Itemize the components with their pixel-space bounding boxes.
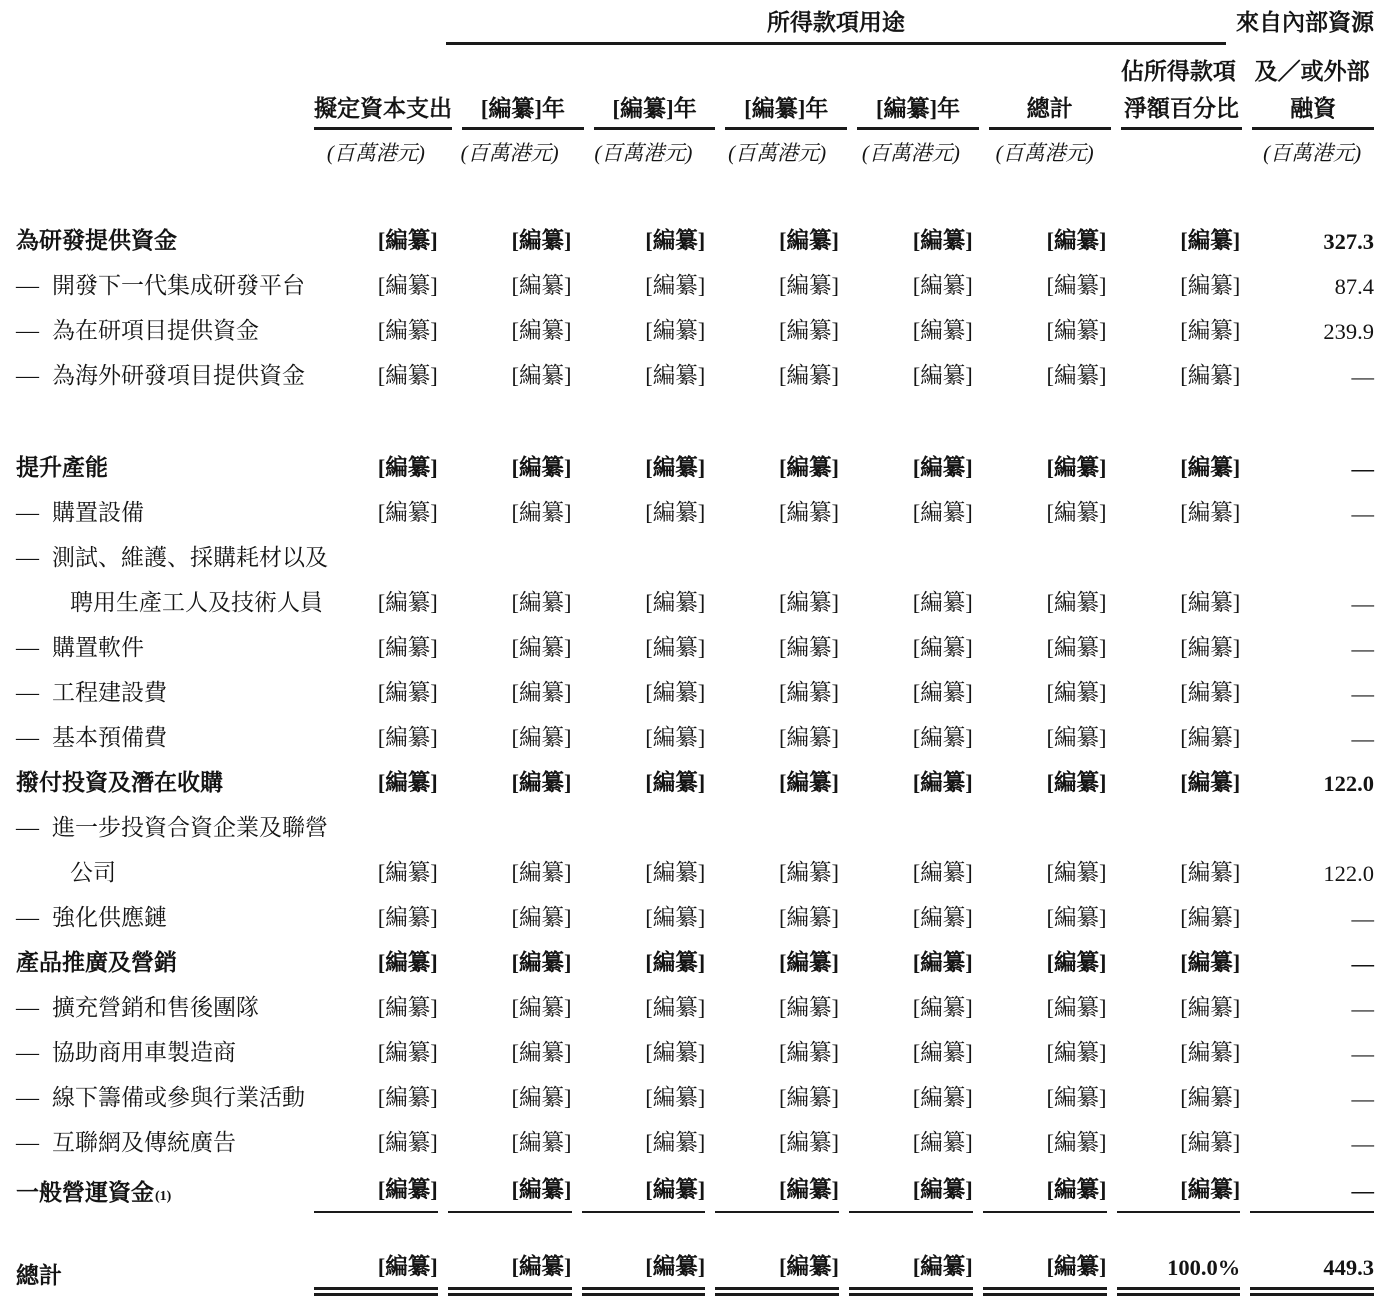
value-cell: 239.9 [1323, 319, 1374, 344]
row-label: 撥付投資及潛在收購 [16, 770, 223, 795]
redacted-cell: [編纂] [912, 590, 973, 615]
redacted-cell: [編纂] [645, 725, 706, 750]
redacted-cell: [編纂] [912, 363, 973, 388]
header-total: 總計 [989, 90, 1111, 130]
redacted-cell: [編纂] [912, 860, 973, 885]
table-row [16, 893, 1374, 938]
redacted-cell: [編纂] [1180, 860, 1241, 885]
redacted-cell: [編纂] [1180, 950, 1241, 975]
redacted-cell: [編纂] [645, 318, 706, 343]
row-label: — 強化供應鏈 [16, 905, 167, 930]
redacted-cell: [編纂] [377, 1130, 438, 1155]
redacted-cell: [編纂] [1180, 725, 1241, 750]
unit-label: (百萬港元) [460, 141, 559, 165]
redacted-cell: [編纂] [1180, 590, 1241, 615]
value-cell: — [1250, 1178, 1374, 1213]
redacted-cell: [編纂] [377, 363, 438, 388]
redacted-cell: [編纂] [511, 500, 572, 525]
redacted-cell: [編纂] [849, 1172, 973, 1213]
value-cell: 87.4 [1334, 274, 1374, 299]
row-label: — 測試、維護、採購耗材以及 [16, 545, 328, 570]
dash-prefix: — [16, 995, 39, 1020]
redacted-cell: [編纂] [779, 1085, 839, 1110]
redacted-cell: [編纂] [912, 995, 973, 1020]
redacted-cell: [編纂] [1180, 318, 1241, 343]
redacted-cell: [編纂] [511, 1085, 572, 1110]
redacted-cell: [編纂] [779, 860, 839, 885]
redacted-cell: [編纂] [1180, 500, 1241, 525]
dash-prefix: — [16, 1130, 39, 1155]
redacted-cell: [編纂] [1046, 905, 1107, 930]
redacted-cell: [編纂] [377, 228, 438, 253]
redacted-cell: [編纂] [377, 1085, 438, 1110]
redacted-cell: [編纂] [511, 995, 572, 1020]
redacted-cell: [編纂] [511, 635, 572, 660]
row-label: 產品推廣及營銷 [16, 950, 177, 975]
redacted-cell: [編纂] [511, 725, 572, 750]
redacted-cell: [編纂] [1046, 635, 1107, 660]
redacted-cell: [編纂] [582, 1249, 706, 1296]
redacted-cell: [編纂] [912, 770, 973, 795]
row-label: — 購置軟件 [16, 635, 144, 660]
redacted-cell: [編纂] [1046, 950, 1107, 975]
table-row [16, 983, 1374, 1028]
table-row [16, 803, 1374, 848]
redacted-cell: [編纂] [715, 1249, 839, 1296]
redacted-cell: [編纂] [645, 635, 706, 660]
redacted-cell: [編纂] [1180, 635, 1241, 660]
redacted-cell: [編纂] [779, 455, 839, 480]
redacted-cell: [編纂] [1180, 1130, 1241, 1155]
dash-prefix: — [16, 1085, 39, 1110]
unit-label: (百萬港元) [594, 141, 693, 165]
table-row [16, 351, 1374, 396]
redacted-cell: [編纂] [1046, 860, 1107, 885]
span-header-use-of-proceeds: 所得款項用途 [446, 4, 1226, 45]
row-label: 一般營運資金 (1) [16, 1180, 172, 1205]
redacted-cell: [編纂] [511, 1040, 572, 1065]
unit-label: (百萬港元) [1263, 141, 1362, 165]
redacted-cell: [編纂] [912, 273, 973, 298]
redacted-cell: [編纂] [983, 1172, 1107, 1213]
redacted-cell: [編纂] [779, 590, 839, 615]
redacted-cell: [編纂] [511, 680, 572, 705]
row-label: — 擴充營銷和售後團隊 [16, 995, 259, 1020]
redacted-cell: [編纂] [779, 635, 839, 660]
redacted-cell: [編纂] [1180, 680, 1241, 705]
redacted-cell: [編纂] [645, 950, 706, 975]
row-label: — 開發下一代集成研發平台 [16, 273, 305, 298]
redacted-cell: [編纂] [511, 905, 572, 930]
redacted-cell: [編纂] [645, 1040, 706, 1065]
table-row [16, 216, 1374, 261]
redacted-cell: [編纂] [511, 860, 572, 885]
row-label: 提升產能 [16, 455, 108, 480]
dash-prefix: — [16, 725, 39, 750]
redacted-cell: [編纂] [314, 1172, 438, 1213]
value-cell: — [1351, 681, 1374, 706]
redacted-cell: [編纂] [1117, 1172, 1241, 1213]
table-row [16, 261, 1374, 306]
redacted-cell: [編纂] [448, 1172, 572, 1213]
header-year-3: [編纂]年 [725, 90, 847, 130]
value-cell: — [1351, 456, 1374, 481]
value-cell: 327.3 [1323, 229, 1374, 254]
redacted-cell: [編纂] [511, 363, 572, 388]
redacted-cell: [編纂] [377, 635, 438, 660]
redacted-cell: [編纂] [779, 1040, 839, 1065]
redacted-cell: [編纂] [377, 273, 438, 298]
redacted-cell: [編纂] [779, 228, 839, 253]
table-row [16, 533, 1374, 578]
redacted-cell: [編纂] [377, 770, 438, 795]
value-cell: — [1351, 1086, 1374, 1111]
redacted-cell: [編纂] [645, 770, 706, 795]
redacted-cell: [編纂] [779, 995, 839, 1020]
redacted-cell: [編纂] [511, 950, 572, 975]
value-cell: 449.3 [1250, 1255, 1374, 1296]
table-row [16, 1073, 1374, 1118]
table-row [16, 1028, 1374, 1073]
redacted-cell: [編纂] [1046, 318, 1107, 343]
redacted-cell: [編纂] [779, 500, 839, 525]
value-cell: 122.0 [1323, 771, 1374, 796]
dash-prefix: — [16, 318, 39, 343]
redacted-cell: [編纂] [912, 725, 973, 750]
row-label: — 購置設備 [16, 500, 144, 525]
redacted-cell: [編纂] [1046, 680, 1107, 705]
table-row [16, 668, 1374, 713]
header-capex: 擬定資本支出 [314, 90, 452, 130]
table-row [16, 713, 1374, 758]
dash-prefix: — [16, 680, 39, 705]
redacted-cell: [編纂] [511, 590, 572, 615]
redacted-cell: [編纂] [377, 318, 438, 343]
redacted-cell: [編纂] [912, 318, 973, 343]
redacted-cell: [編纂] [645, 1130, 706, 1155]
table-row [16, 938, 1374, 983]
redacted-cell: [編纂] [1180, 1085, 1241, 1110]
redacted-cell: [編纂] [912, 500, 973, 525]
redacted-cell: [編纂] [912, 1085, 973, 1110]
redacted-cell: [編纂] [511, 770, 572, 795]
row-label: — 互聯網及傳統廣告 [16, 1130, 236, 1155]
header-internal-resources-line3: 融資 [1252, 90, 1374, 130]
header-internal-resources-line2: 及／或外部 [1254, 59, 1370, 84]
redacted-cell: [編纂] [1046, 1130, 1107, 1155]
table-row [16, 848, 1374, 893]
redacted-cell: [編纂] [377, 995, 438, 1020]
redacted-cell: [編纂] [849, 1249, 973, 1296]
redacted-cell: [編纂] [1180, 1040, 1241, 1065]
redacted-cell: [編纂] [645, 1085, 706, 1110]
dash-prefix: — [16, 905, 39, 930]
redacted-cell: [編纂] [715, 1172, 839, 1213]
redacted-cell: [編纂] [1046, 770, 1107, 795]
header-pct-line1: 佔所得款項 [1120, 59, 1236, 84]
value-cell: — [1351, 996, 1374, 1021]
redacted-cell: [編纂] [645, 455, 706, 480]
redacted-cell: [編纂] [779, 725, 839, 750]
redacted-cell: [編纂] [912, 680, 973, 705]
value-cell: — [1351, 951, 1374, 976]
row-label: 公司 [70, 860, 116, 885]
value-cell: — [1351, 726, 1374, 751]
table-row [16, 1163, 1374, 1213]
value-cell: — [1351, 1041, 1374, 1066]
redacted-cell: [編纂] [1046, 1040, 1107, 1065]
redacted-cell: [編纂] [645, 363, 706, 388]
redacted-cell: [編纂] [1046, 995, 1107, 1020]
table-row [16, 488, 1374, 533]
redacted-cell: [編纂] [1046, 228, 1107, 253]
redacted-cell: [編纂] [779, 770, 839, 795]
row-label: 聘用生產工人及技術人員 [70, 590, 323, 615]
redacted-cell: [編纂] [377, 1040, 438, 1065]
table-header [16, 4, 1374, 216]
redacted-cell: [編纂] [645, 228, 706, 253]
redacted-cell: [編纂] [1180, 905, 1241, 930]
value-cell: — [1351, 636, 1374, 661]
redacted-cell: [編纂] [1180, 770, 1241, 795]
table-row [16, 1118, 1374, 1163]
row-label: — 線下籌備或參與行業活動 [16, 1085, 305, 1110]
redacted-cell: [編纂] [377, 590, 438, 615]
value-cell: — [1351, 364, 1374, 389]
redacted-cell: [編纂] [377, 860, 438, 885]
redacted-cell: [編纂] [1046, 363, 1107, 388]
redacted-cell: [編纂] [1046, 725, 1107, 750]
redacted-cell: [編纂] [779, 680, 839, 705]
row-label: 總計 [16, 1263, 62, 1288]
redacted-cell: [編纂] [779, 363, 839, 388]
redacted-cell: [編纂] [912, 635, 973, 660]
table-row [16, 578, 1374, 623]
redacted-cell: [編纂] [377, 905, 438, 930]
redacted-cell: [編纂] [1046, 590, 1107, 615]
redacted-cell: [編纂] [582, 1172, 706, 1213]
redacted-cell: [編纂] [645, 500, 706, 525]
redacted-cell: [編纂] [912, 1040, 973, 1065]
header-year-2: [編纂]年 [594, 90, 716, 130]
redacted-cell: [編纂] [448, 1249, 572, 1296]
redacted-cell: [編纂] [912, 1130, 973, 1155]
redacted-cell: [編纂] [511, 455, 572, 480]
row-label: 為研發提供資金 [16, 228, 177, 253]
redacted-cell: [編纂] [912, 455, 973, 480]
redacted-cell: [編纂] [645, 860, 706, 885]
row-label: — 進一步投資合資企業及聯營 [16, 815, 328, 840]
header-pct-line2: 淨額百分比 [1121, 90, 1243, 130]
redacted-cell: [編纂] [377, 950, 438, 975]
dash-prefix: — [16, 545, 39, 570]
unit-label: (百萬港元) [995, 141, 1094, 165]
redacted-cell: [編纂] [912, 905, 973, 930]
redacted-cell: [編纂] [912, 228, 973, 253]
value-cell: — [1351, 501, 1374, 526]
table-row [16, 306, 1374, 351]
table-row [16, 443, 1374, 488]
redacted-cell: [編纂] [511, 318, 572, 343]
redacted-cell: [編纂] [511, 228, 572, 253]
redacted-cell: [編纂] [377, 455, 438, 480]
value-cell: — [1351, 591, 1374, 616]
redacted-cell: [編纂] [645, 905, 706, 930]
redacted-cell: [編纂] [1180, 228, 1241, 253]
unit-label: (百萬港元) [326, 141, 425, 165]
table-row [16, 1249, 1374, 1295]
redacted-cell: [編纂] [779, 318, 839, 343]
redacted-cell: [編纂] [314, 1249, 438, 1296]
row-label: — 工程建設費 [16, 680, 167, 705]
redacted-cell: [編纂] [1180, 455, 1241, 480]
redacted-cell: [編纂] [779, 905, 839, 930]
dash-prefix: — [16, 1040, 39, 1065]
redacted-cell: [編纂] [779, 1130, 839, 1155]
redacted-cell: [編纂] [1046, 273, 1107, 298]
redacted-cell: [編纂] [645, 273, 706, 298]
header-year-4: [編纂]年 [857, 90, 979, 130]
value-cell: — [1351, 906, 1374, 931]
table-body [16, 216, 1374, 1295]
redacted-cell: [編纂] [1180, 363, 1241, 388]
value-cell: 100.0% [1117, 1255, 1241, 1296]
redacted-cell: [編纂] [377, 500, 438, 525]
header-internal-resources-line1: 來自內部資源 [1236, 10, 1374, 35]
table-row [16, 758, 1374, 803]
table-row [16, 623, 1374, 668]
dash-prefix: — [16, 815, 39, 840]
redacted-cell: [編纂] [983, 1249, 1107, 1296]
unit-label: (百萬港元) [728, 141, 827, 165]
dash-prefix: — [16, 500, 39, 525]
redacted-cell: [編纂] [1046, 455, 1107, 480]
dash-prefix: — [16, 273, 39, 298]
row-label: — 基本預備費 [16, 725, 167, 750]
redacted-cell: [編纂] [1046, 500, 1107, 525]
redacted-cell: [編纂] [1180, 273, 1241, 298]
redacted-cell: [編纂] [511, 273, 572, 298]
unit-label: (百萬港元) [861, 141, 960, 165]
redacted-cell: [編纂] [779, 273, 839, 298]
redacted-cell: [編纂] [912, 950, 973, 975]
redacted-cell: [編纂] [1046, 1085, 1107, 1110]
value-cell: 122.0 [1323, 861, 1374, 886]
redacted-cell: [編纂] [645, 590, 706, 615]
redacted-cell: [編纂] [1180, 995, 1241, 1020]
redacted-cell: [編纂] [645, 680, 706, 705]
dash-prefix: — [16, 363, 39, 388]
dash-prefix: — [16, 635, 39, 660]
header-year-1: [編纂]年 [462, 90, 584, 130]
redacted-cell: [編纂] [377, 680, 438, 705]
row-label: — 協助商用車製造商 [16, 1040, 236, 1065]
redacted-cell: [編纂] [645, 995, 706, 1020]
value-cell: — [1351, 1131, 1374, 1156]
row-label: — 為海外研發項目提供資金 [16, 363, 305, 388]
redacted-cell: [編纂] [511, 1130, 572, 1155]
redacted-cell: [編纂] [377, 725, 438, 750]
row-label: — 為在研項目提供資金 [16, 318, 259, 343]
redacted-cell: [編纂] [779, 950, 839, 975]
